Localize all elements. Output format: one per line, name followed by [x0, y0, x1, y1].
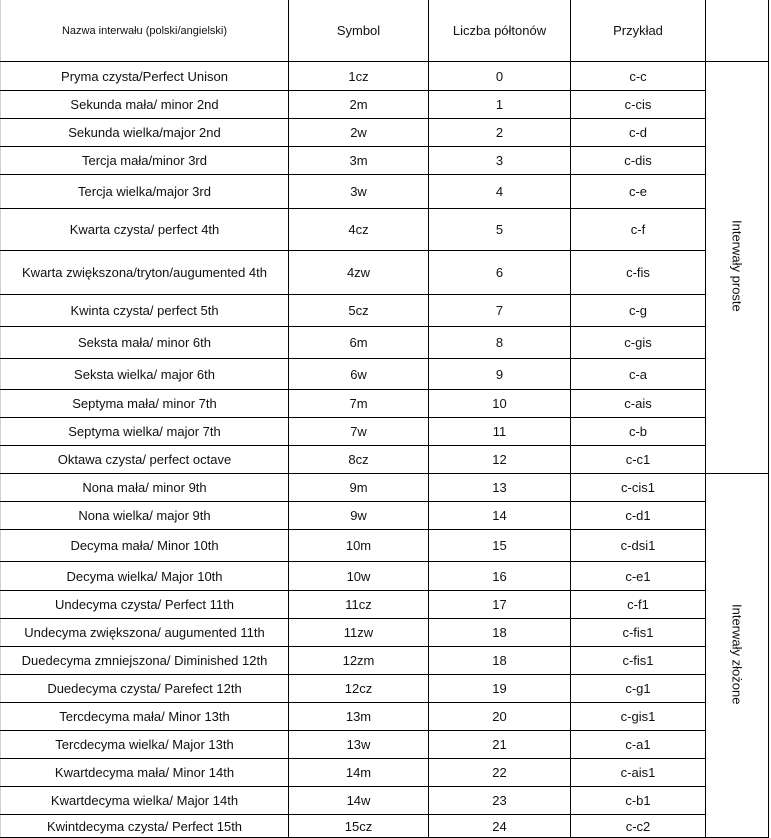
interval-name: Seksta wielka/ major 6th	[1, 359, 289, 390]
example: c-b	[571, 418, 706, 446]
example: c-e1	[571, 562, 706, 591]
semitones: 23	[429, 787, 571, 815]
semitones: 0	[429, 62, 571, 91]
table-row	[1, 731, 769, 759]
example: c-g	[571, 295, 706, 327]
example: c-fis1	[571, 619, 706, 647]
symbol: 12cz	[289, 675, 429, 703]
table-row	[1, 327, 769, 359]
header-symbol: Symbol	[289, 0, 429, 62]
interval-name: Septyma wielka/ major 7th	[1, 418, 289, 446]
header-name: Nazwa interwału (polski/angielski)	[1, 0, 289, 62]
interval-name: Kwartdecyma mała/ Minor 14th	[1, 759, 289, 787]
interval-name: Undecyma czysta/ Perfect 11th	[1, 591, 289, 619]
semitones: 14	[429, 502, 571, 530]
semitones: 11	[429, 418, 571, 446]
semitones: 22	[429, 759, 571, 787]
semitones: 15	[429, 530, 571, 562]
example: c-c1	[571, 446, 706, 474]
table-row	[1, 619, 769, 647]
semitones: 24	[429, 815, 571, 838]
semitones: 17	[429, 591, 571, 619]
example: c-d	[571, 119, 706, 147]
symbol: 1cz	[289, 62, 429, 91]
interval-name: Nona mała/ minor 9th	[1, 474, 289, 502]
semitones: 4	[429, 175, 571, 209]
table-row	[1, 175, 769, 209]
symbol: 14w	[289, 787, 429, 815]
semitones: 7	[429, 295, 571, 327]
symbol: 6m	[289, 327, 429, 359]
example: c-cis1	[571, 474, 706, 502]
example: c-b1	[571, 787, 706, 815]
interval-name: Kwarta czysta/ perfect 4th	[1, 209, 289, 251]
interval-name: Decyma wielka/ Major 10th	[1, 562, 289, 591]
semitones: 18	[429, 647, 571, 675]
table-row	[1, 209, 769, 251]
semitones: 19	[429, 675, 571, 703]
example: c-cis	[571, 91, 706, 119]
semitones: 1	[429, 91, 571, 119]
example: c-ais	[571, 390, 706, 418]
interval-name: Kwinta czysta/ perfect 5th	[1, 295, 289, 327]
example: c-c	[571, 62, 706, 91]
interval-name: Tercdecyma mała/ Minor 13th	[1, 703, 289, 731]
example: c-gis1	[571, 703, 706, 731]
example: c-e	[571, 175, 706, 209]
symbol: 2w	[289, 119, 429, 147]
interval-name: Oktawa czysta/ perfect octave	[1, 446, 289, 474]
table-row	[1, 787, 769, 815]
table-row	[1, 418, 769, 446]
interval-name: Nona wielka/ major 9th	[1, 502, 289, 530]
example: c-c2	[571, 815, 706, 838]
symbol: 2m	[289, 91, 429, 119]
semitones: 21	[429, 731, 571, 759]
header-row	[1, 0, 769, 62]
symbol: 3m	[289, 147, 429, 175]
table-row	[1, 675, 769, 703]
table-row	[1, 591, 769, 619]
semitones: 8	[429, 327, 571, 359]
table-row	[1, 251, 769, 295]
semitones: 9	[429, 359, 571, 390]
interval-name: Undecyma zwiększona/ augumented 11th	[1, 619, 289, 647]
semitones: 20	[429, 703, 571, 731]
interval-name: Kwintdecyma czysta/ Perfect 15th	[1, 815, 289, 838]
semitones: 3	[429, 147, 571, 175]
symbol: 8cz	[289, 446, 429, 474]
group-label-text: Interwały proste	[729, 220, 745, 312]
table-row	[1, 562, 769, 591]
table-row	[1, 530, 769, 562]
example: c-dis	[571, 147, 706, 175]
group-label	[706, 62, 769, 474]
interval-name: Sekunda wielka/major 2nd	[1, 119, 289, 147]
interval-name: Tercdecyma wielka/ Major 13th	[1, 731, 289, 759]
interval-name: Kwarta zwiększona/tryton/augumented 4th	[1, 251, 289, 295]
example: c-g1	[571, 675, 706, 703]
interval-name: Septyma mała/ minor 7th	[1, 390, 289, 418]
semitones: 12	[429, 446, 571, 474]
semitones: 13	[429, 474, 571, 502]
interval-name: Tercja mała/minor 3rd	[1, 147, 289, 175]
table-row	[1, 502, 769, 530]
table-row	[1, 295, 769, 327]
interval-name: Tercja wielka/major 3rd	[1, 175, 289, 209]
symbol: 12zm	[289, 647, 429, 675]
group-label-text: Interwały złożone	[729, 603, 745, 705]
header-example: Przykład	[571, 0, 706, 62]
table-row	[1, 815, 769, 838]
header-group	[706, 0, 769, 62]
example: c-ais1	[571, 759, 706, 787]
interval-name: Sekunda mała/ minor 2nd	[1, 91, 289, 119]
table-row	[1, 446, 769, 474]
table-row	[1, 647, 769, 675]
interval-name: Duedecyma czysta/ Parefect 12th	[1, 675, 289, 703]
semitones: 2	[429, 119, 571, 147]
interval-name: Duedecyma zmniejszona/ Diminished 12th	[1, 647, 289, 675]
header-semitones: Liczba półtonów	[429, 0, 571, 62]
symbol: 14m	[289, 759, 429, 787]
interval-name: Kwartdecyma wielka/ Major 14th	[1, 787, 289, 815]
symbol: 9w	[289, 502, 429, 530]
table-row	[1, 759, 769, 787]
symbol: 6w	[289, 359, 429, 390]
symbol: 7m	[289, 390, 429, 418]
example: c-fis1	[571, 647, 706, 675]
example: c-a1	[571, 731, 706, 759]
symbol: 9m	[289, 474, 429, 502]
symbol: 10w	[289, 562, 429, 591]
example: c-f1	[571, 591, 706, 619]
example: c-gis	[571, 327, 706, 359]
symbol: 5cz	[289, 295, 429, 327]
symbol: 7w	[289, 418, 429, 446]
group-label	[706, 474, 769, 838]
symbol: 4cz	[289, 209, 429, 251]
example: c-fis	[571, 251, 706, 295]
interval-name: Decyma mała/ Minor 10th	[1, 530, 289, 562]
table-row	[1, 390, 769, 418]
table-row	[1, 62, 769, 91]
symbol: 13m	[289, 703, 429, 731]
example: c-a	[571, 359, 706, 390]
interval-name: Pryma czysta/Perfect Unison	[1, 62, 289, 91]
semitones: 6	[429, 251, 571, 295]
table-row	[1, 147, 769, 175]
semitones: 5	[429, 209, 571, 251]
symbol: 11cz	[289, 591, 429, 619]
table-row	[1, 703, 769, 731]
table-row	[1, 91, 769, 119]
semitones: 18	[429, 619, 571, 647]
symbol: 4zw	[289, 251, 429, 295]
example: c-f	[571, 209, 706, 251]
semitones: 10	[429, 390, 571, 418]
symbol: 11zw	[289, 619, 429, 647]
example: c-d1	[571, 502, 706, 530]
symbol: 15cz	[289, 815, 429, 838]
table-row	[1, 119, 769, 147]
semitones: 16	[429, 562, 571, 591]
symbol: 3w	[289, 175, 429, 209]
table-row	[1, 474, 769, 502]
symbol: 10m	[289, 530, 429, 562]
example: c-dsi1	[571, 530, 706, 562]
symbol: 13w	[289, 731, 429, 759]
table-row	[1, 359, 769, 390]
interval-name: Seksta mała/ minor 6th	[1, 327, 289, 359]
